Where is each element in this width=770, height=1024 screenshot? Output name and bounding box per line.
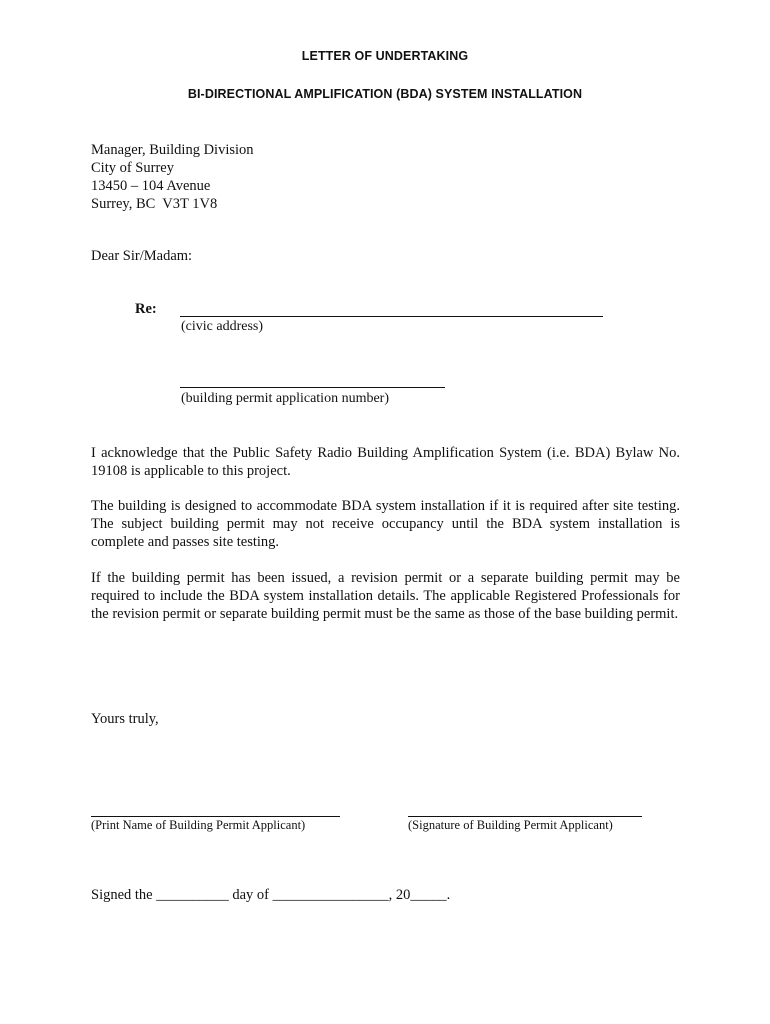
recipient-line-2: City of Surrey [91, 160, 174, 176]
signed-date-line[interactable]: Signed the __________ day of ________________, 20_____. [91, 887, 451, 903]
civic-address-caption: (civic address) [181, 319, 264, 334]
paragraph-design: The building is designed to accommodate BDA system installation if it is required after site testing. The subject building permit may not receive occupancy until the BDA system installation is complete and passes site testing. [91, 498, 680, 550]
paragraph-acknowledgement: I acknowledge that the Public Safety Radio Building Amplification System (i.e. BDA) Bylaw No. 19108 is applicable to this project. [91, 445, 680, 479]
document-title: LETTER OF UNDERTAKING [301, 49, 469, 63]
recipient-line-1: Manager, Building Division [91, 142, 254, 158]
signature-line[interactable] [408, 800, 642, 817]
civic-address-line[interactable] [180, 300, 603, 317]
permit-number-line[interactable] [180, 371, 445, 388]
salutation: Dear Sir/Madam: [91, 248, 193, 264]
signature-caption: (Signature of Building Permit Applicant) [408, 818, 613, 832]
print-name-line[interactable] [91, 800, 340, 817]
recipient-address [91, 141, 254, 213]
permit-number-caption: (building permit application number) [181, 391, 390, 406]
recipient-line-4: Surrey, BC V3T 1V8 [91, 196, 218, 212]
recipient-line-3: 13450 – 104 Avenue [91, 178, 211, 194]
re-label: Re: [135, 301, 157, 317]
paragraph-revision: If the building permit has been issued, a revision permit or a separate building permit may be required to include the BDA system installation details. The applicable Registered Professionals for the revision permit or separate building permit must be the same as those of the base building permit. [91, 570, 680, 622]
print-name-caption: (Print Name of Building Permit Applicant) [91, 818, 306, 832]
document-subtitle: BI-DIRECTIONAL AMPLIFICATION (BDA) SYSTEM INSTALLATION [187, 87, 583, 101]
closing: Yours truly, [91, 711, 159, 727]
